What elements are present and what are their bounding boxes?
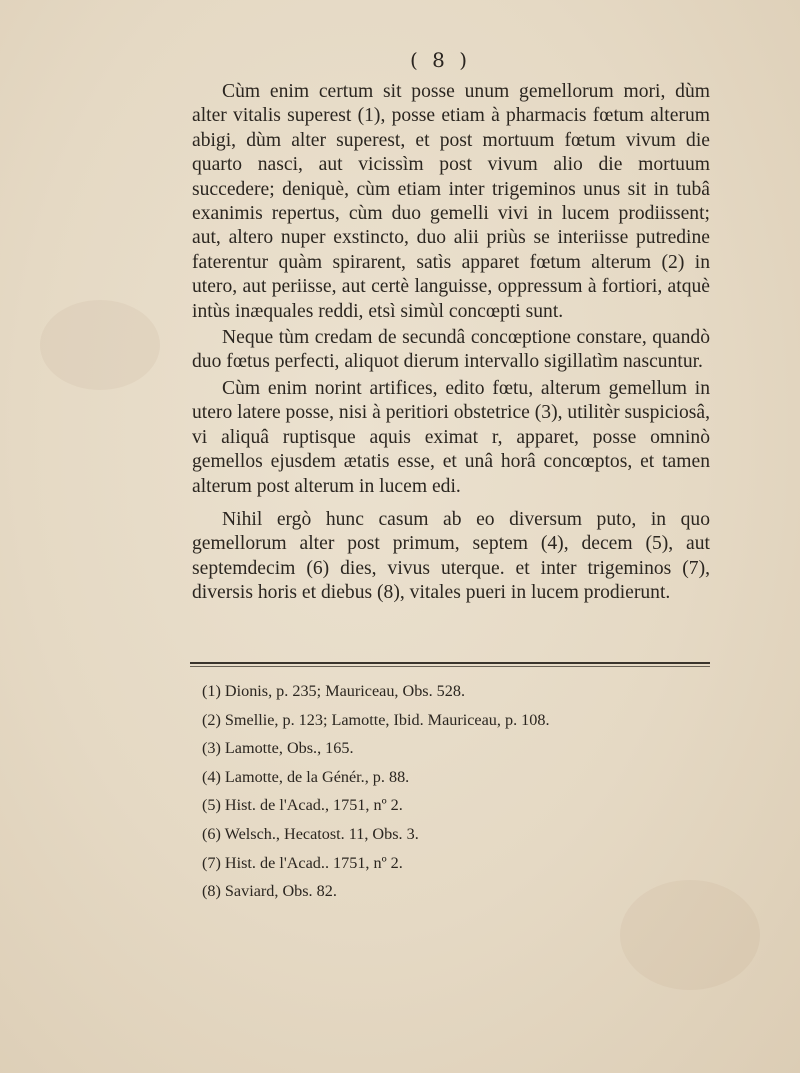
footnote: (8) Saviard, Obs. 82. [202,882,337,901]
main-text [192,80,710,606]
footnote: (4) Lamotte, de la Génér., p. 88. [202,767,410,786]
footnote: (7) Hist. de l'Acad.. 1751, nº 2. [202,853,403,872]
paragraph: Nihil ergò hunc casum ab eo diversum puto, in quo gemellorum alter post primum, septem (4), decem (5), aut septemdecim (6) dies, vivus uterque. et inter trigeminos (7), diversis horis et diebus (8), vitales pueri in lucem prodierunt. [192,508,710,604]
footnotes [202,677,682,906]
footnote-divider-thin [190,666,710,667]
footnote: (1) Dionis, p. 235; Mauriceau, Obs. 528. [202,682,466,700]
footnote: (2) Smellie, p. 123; Lamotte, Ibid. Mauriceau, p. 108. [202,710,550,729]
paper-stain [40,300,160,390]
footnote: (6) Welsch., Hecatost. 11, Obs. 3. [202,824,419,843]
page-number: ( 8 ) [410,48,472,72]
paragraph: Neque tùm credam de secundâ concœptione constare, quandò duo fœtus perfecti, aliquot dierum intervallo sigillatìm nascuntur. [192,327,710,373]
footnote-divider [190,662,710,664]
footnote: (3) Lamotte, Obs., 165. [202,739,354,758]
footnote: (5) Hist. de l'Acad., 1751, nº 2. [202,796,403,815]
paragraph: Cùm enim certum sit posse unum gemellorum mori, dùm alter vitalis superest (1), posse etiam à pharmacis fœtum alterum abigi, dùm alter superest, et post mortuum fœtum vivum die quarto nasci, aut vicissìm post vivum alio die mortuum succedere; deniquè, cùm etiam inter trigeminos unus sit in tubâ exanimis repertus, cùm duo gemelli vivi in lucem prodiissent; aut, altero nuper exstincto, duo alii priùs se interiisse putredine faterentur quàm spirarent, satìs apparet fœtum alterum (2) in utero, aut periisse, aut certè languisse, oppressum à fortiori, atquè intùs inæquales reddi, etsì simùl concœpti sunt. [192,81,710,322]
paragraph: Cùm enim norint artifices, edito fœtu, alterum gemellum in utero latere posse, nisi à peritiori obstetrice (3), utilitèr suspiciosâ, vi aliquâ ruptisque aquis eximat r, apparet, posse omninò gemellos ejusdem ætatis esse, et unâ horâ concœptos, et tamen alterum post alterum in lucem edi. [192,377,711,497]
